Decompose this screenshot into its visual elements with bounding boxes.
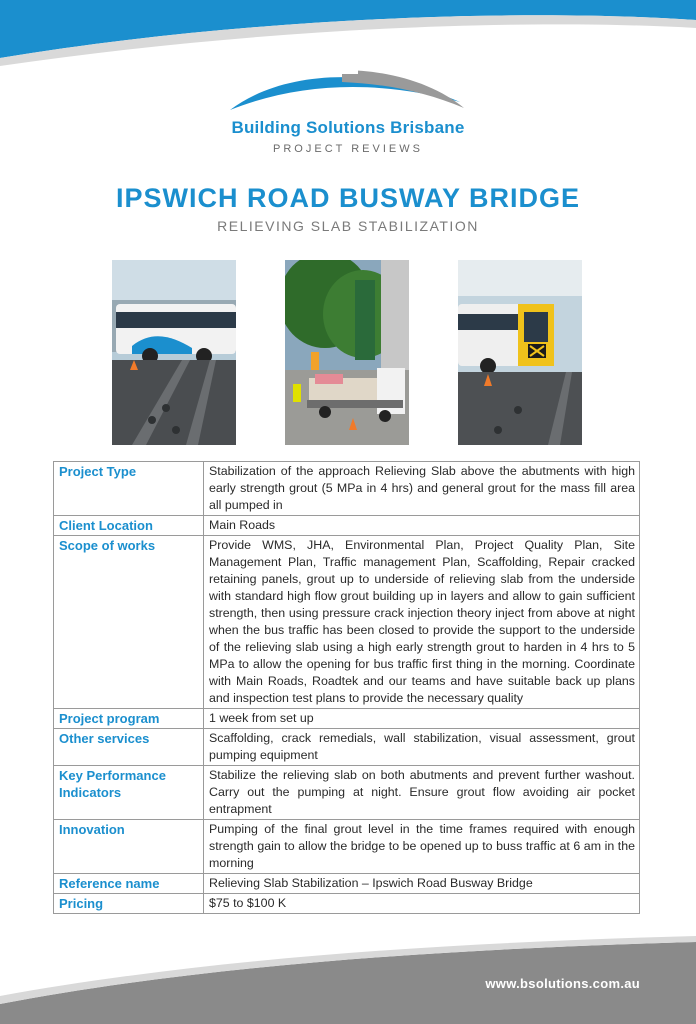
grout-truck-with-workers-photo — [285, 260, 409, 445]
page-subtitle: RELIEVING SLAB STABILIZATION — [217, 218, 479, 234]
row-label: Client Location — [54, 516, 204, 536]
table-row — [54, 874, 640, 894]
row-value: Relieving Slab Stabilization – Ipswich Road Busway Bridge — [204, 874, 640, 894]
row-value: Stabilize the relieving slab on both abutments and prevent further washout. Carry out the pumping at night. Ensure grout flow avoiding air pocket entrapment — [204, 766, 640, 820]
row-label: Project program — [54, 709, 204, 729]
logo-arc-icon — [220, 62, 470, 122]
row-value: Provide WMS, JHA, Environmental Plan, Project Quality Plan, Site Management Plan, Traffic management Plan, Scaffolding, Repair cracked retaining panels, grout up to underside of relieving slab from the underside with standard high flow grout building up in layers and allow to gain sufficient strength, then using pressure crack injection theory inject from above at night when the bus traffic has been closed to provide the support to the underside of the relieving slab using a high early strength grout to harden in 4 hrs to 5 MPa to allow the opening for bus traffic first thing in the morning. Coordinate with Main Roads, Roadtek and our teams and have suitable back up plans and inspection test plans to provide the necessary quality — [204, 536, 640, 709]
brand-tagline: PROJECT REVIEWS — [273, 143, 423, 155]
bus-on-busway-photo — [112, 260, 236, 445]
row-label: Key Performance Indicators — [54, 766, 204, 820]
row-label: Project Type — [54, 462, 204, 516]
table-row — [54, 462, 640, 516]
table-row — [54, 516, 640, 536]
row-value: Stabilization of the approach Relieving Slab above the abutments with high early strength grout (5 MPa in 4 hrs) and general grout for the mass fill area all pumped in — [204, 462, 640, 516]
row-value: $75 to $100 K — [204, 894, 640, 914]
table-row — [54, 536, 640, 709]
page-title: IPSWICH ROAD BUSWAY BRIDGE — [115, 183, 581, 213]
row-value: 1 week from set up — [204, 709, 640, 729]
project-details-table — [53, 461, 640, 914]
bus-front-on-busway-photo — [458, 260, 582, 445]
table-row — [54, 709, 640, 729]
brand-name: Building Solutions Brisbane — [231, 118, 465, 137]
table-row — [54, 766, 640, 820]
table-row — [54, 729, 640, 766]
website-link[interactable]: www.bsolutions.com.au — [485, 976, 640, 991]
row-label: Scope of works — [54, 536, 204, 709]
row-value: Scaffolding, crack remedials, wall stabilization, visual assessment, grout pumping equipment — [204, 729, 640, 766]
row-label: Innovation — [54, 820, 204, 874]
row-value: Main Roads — [204, 516, 640, 536]
row-value: Pumping of the final grout level in the time frames required with enough strength gain to allow the bridge to be opened up to buss traffic at 6 am in the morning — [204, 820, 640, 874]
table-row — [54, 894, 640, 914]
table-row — [54, 820, 640, 874]
row-label: Other services — [54, 729, 204, 766]
row-label: Reference name — [54, 874, 204, 894]
row-label: Pricing — [54, 894, 204, 914]
